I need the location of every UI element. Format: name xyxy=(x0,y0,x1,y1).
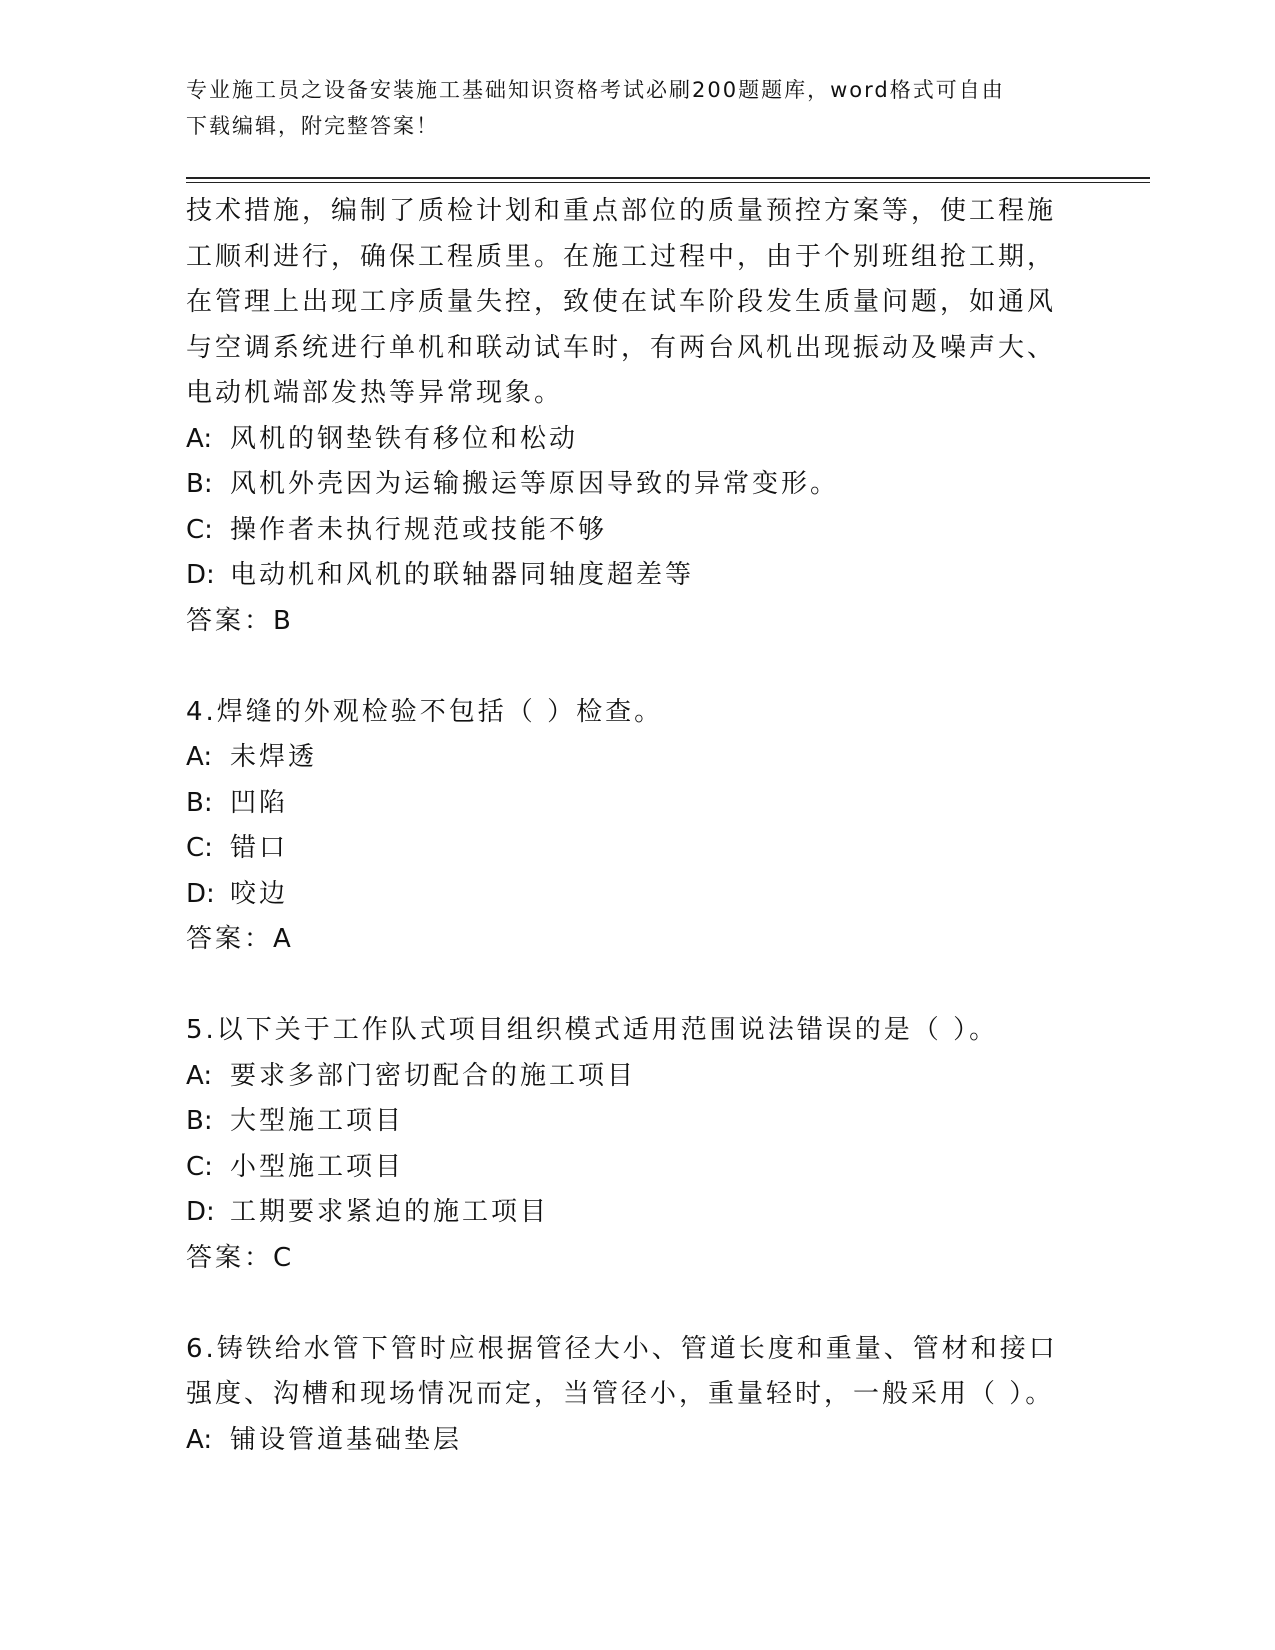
option-label: C: xyxy=(186,833,213,863)
option-text: 电动机和风机的联轴器同轴度超差等 xyxy=(230,560,695,590)
option-c xyxy=(186,1145,1086,1191)
option-text: 风机外壳因为运输搬运等原因导致的异常变形。 xyxy=(230,469,840,499)
option-text: 操作者未执行规范或技能不够 xyxy=(230,514,608,545)
answer-line: 答案：A xyxy=(186,924,294,954)
option-text: 工期要求紧迫的施工项目 xyxy=(230,1197,550,1227)
option-label: B: xyxy=(186,1106,213,1136)
option-text: 小型施工项目 xyxy=(230,1151,405,1182)
question-text-line: 技术措施，编制了质检计划和重点部位的质量预控方案等，使工程施 xyxy=(186,196,1057,226)
option-label: D: xyxy=(186,1197,215,1227)
option-label: A: xyxy=(186,1424,213,1455)
question-text-line: 与空调系统进行单机和联动试车时，有两台风机出现振动及噪声大、 xyxy=(186,332,1057,363)
option-label: A: xyxy=(186,423,213,454)
question-text-line: 电动机端部发热等异常现象。 xyxy=(186,378,564,408)
option-d xyxy=(186,553,1086,599)
option-label: C: xyxy=(186,1151,213,1182)
question-text-line: 5.以下关于工作队式项目组织模式适用范围说法错误的是（ ）。 xyxy=(186,1015,999,1045)
document-body xyxy=(186,189,1086,1463)
question-3-text xyxy=(186,189,1086,417)
question-text-line: 强度、沟槽和现场情况而定，当管径小，重量轻时，一般采用（ ）。 xyxy=(186,1379,1055,1409)
option-text: 咬边 xyxy=(230,878,289,909)
option-d xyxy=(186,1190,1086,1236)
option-text: 未焊透 xyxy=(230,742,318,772)
option-a xyxy=(186,1054,1086,1100)
option-text: 大型施工项目 xyxy=(230,1106,405,1136)
option-label: A: xyxy=(186,1060,213,1091)
spacer xyxy=(186,644,1086,690)
question-text-line: 在管理上出现工序质量失控，致使在试车阶段发生质量问题，如通风 xyxy=(186,287,1057,317)
answer-line: 答案：C xyxy=(186,1242,295,1273)
question-5 xyxy=(186,1008,1086,1281)
option-a xyxy=(186,417,1086,463)
option-a xyxy=(186,735,1086,781)
question-text-line: 6.铸铁给水管下管时应根据管径大小、管道长度和重量、管材和接口 xyxy=(186,1333,1058,1364)
document-header xyxy=(186,72,1086,144)
header-divider-thin xyxy=(186,182,1150,183)
option-text: 风机的钢垫铁有移位和松动 xyxy=(230,423,579,454)
question-3 xyxy=(186,189,1086,644)
answer-line: 答案：B xyxy=(186,605,294,636)
option-text: 凹陷 xyxy=(230,787,289,818)
option-label: B: xyxy=(186,787,213,818)
option-label: D: xyxy=(186,878,215,909)
header-line-1: 专业施工员之设备安装施工基础知识资格考试必刷200题题库，word格式可自由 xyxy=(186,78,1005,102)
option-c xyxy=(186,508,1086,554)
option-text: 铺设管道基础垫层 xyxy=(230,1424,463,1455)
question-text-line: 工顺利进行，确保工程质里。在施工过程中，由于个别班组抢工期， xyxy=(186,241,1057,272)
question-4 xyxy=(186,690,1086,963)
spacer xyxy=(186,963,1086,1009)
question-6 xyxy=(186,1327,1086,1464)
header-line-2: 下载编辑，附完整答案！ xyxy=(186,114,439,138)
header-divider-thick xyxy=(186,177,1150,179)
option-b xyxy=(186,781,1086,827)
spacer xyxy=(186,1281,1086,1327)
option-d xyxy=(186,872,1086,918)
option-label: A: xyxy=(186,742,213,772)
option-a xyxy=(186,1418,1086,1464)
question-text-line: 4.焊缝的外观检验不包括（ ）检查。 xyxy=(186,696,664,727)
option-label: B: xyxy=(186,469,213,499)
option-label: C: xyxy=(186,514,213,545)
option-text: 错口 xyxy=(230,833,289,863)
option-c xyxy=(186,826,1086,872)
option-label: D: xyxy=(186,560,215,590)
option-b xyxy=(186,1099,1086,1145)
option-b xyxy=(186,462,1086,508)
option-text: 要求多部门密切配合的施工项目 xyxy=(230,1060,637,1091)
